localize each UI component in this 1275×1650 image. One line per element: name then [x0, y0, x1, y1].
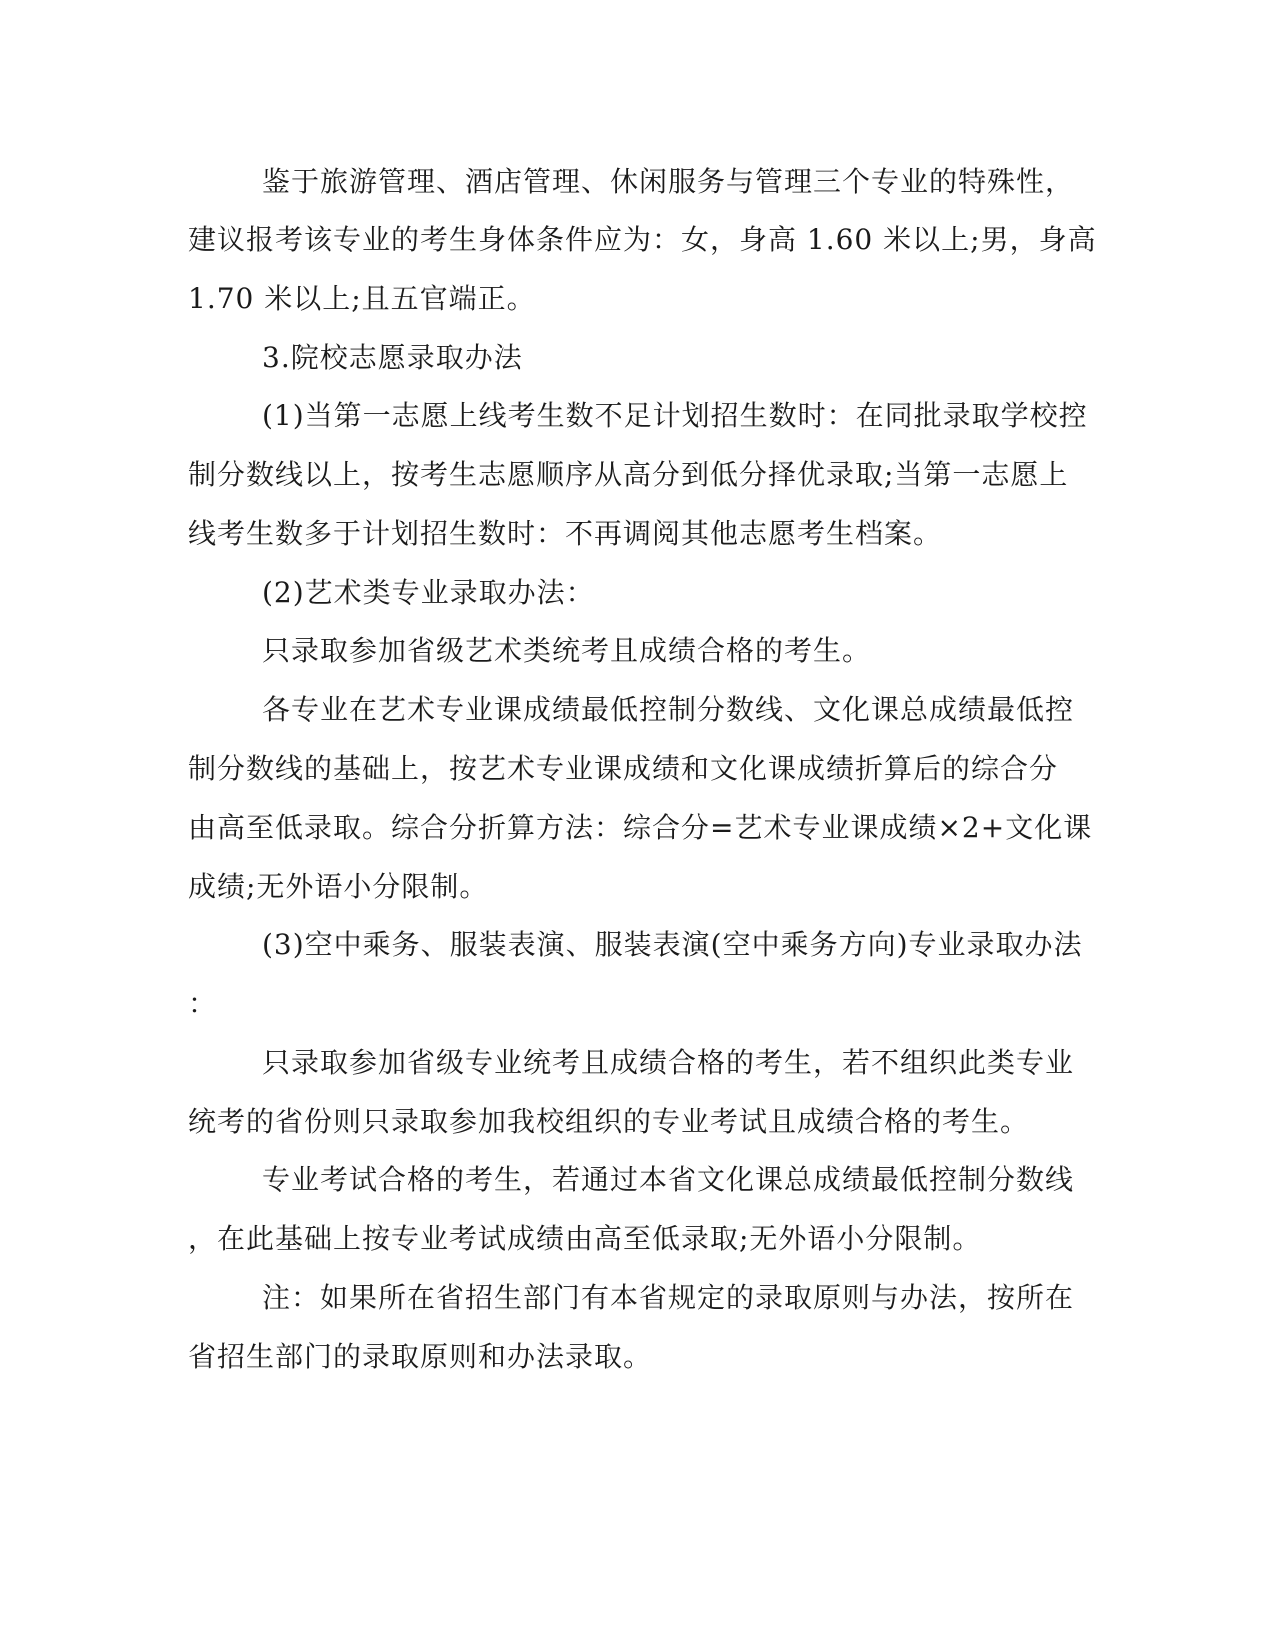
paragraph-line: 制分数线的基础上，按艺术专业课成绩和文化课成绩折算后的综合分: [188, 752, 1059, 785]
paragraph-line: 统考的省份则只录取参加我校组织的专业考试且成绩合格的考生。: [188, 1105, 1030, 1138]
paragraph-line: 建议报考该专业的考生身体条件应为：女，身高 1.60 米以上;男，身高: [188, 223, 1097, 256]
note-line: 省招生部门的录取原则和办法录取。: [188, 1340, 653, 1373]
paragraph-line: 1.70 米以上;且五官端正。: [188, 282, 536, 315]
paragraph-line: (2)艺术类专业录取办法：: [262, 576, 595, 609]
paragraph-line: ，在此基础上按专业考试成绩由高至低录取;无外语小分限制。: [188, 1222, 982, 1255]
paragraph-line: 鉴于旅游管理、酒店管理、休闲服务与管理三个专业的特殊性，: [262, 165, 1075, 198]
paragraph-line: (1)当第一志愿上线考生数不足计划招生数时：在同批录取学校控: [262, 399, 1088, 432]
note-line: 注：如果所在省招生部门有本省规定的录取原则与办法，按所在: [262, 1281, 1075, 1314]
paragraph-line: 只录取参加省级艺术类统考且成绩合格的考生。: [262, 634, 872, 667]
paragraph-line: 只录取参加省级专业统考且成绩合格的考生，若不组织此类专业: [262, 1046, 1075, 1079]
paragraph-line: 成绩;无外语小分限制。: [188, 870, 489, 903]
paragraph-line: ：: [188, 987, 218, 1020]
paragraph-line: 各专业在艺术专业课成绩最低控制分数线、文化课总成绩最低控: [262, 693, 1075, 726]
paragraph-line: 由高至低录取。综合分折算方法：综合分=艺术专业课成绩×2+文化课: [188, 811, 1093, 844]
paragraph-line: 制分数线以上，按考生志愿顺序从高分到低分择优录取;当第一志愿上: [188, 458, 1069, 491]
paragraph-line: (3)空中乘务、服装表演、服装表演(空中乘务方向)专业录取办法: [262, 928, 1083, 961]
section-heading: 3.院校志愿录取办法: [262, 341, 523, 374]
paragraph-line: 线考生数多于计划招生数时：不再调阅其他志愿考生档案。: [188, 517, 943, 550]
paragraph-line: 专业考试合格的考生，若通过本省文化课总成绩最低控制分数线: [262, 1163, 1075, 1196]
